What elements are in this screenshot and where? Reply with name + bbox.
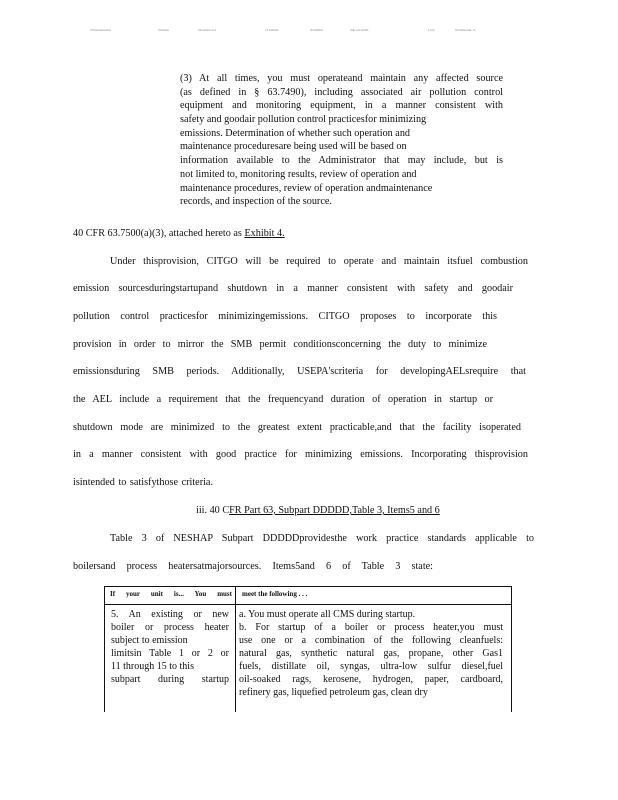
cell-line: boiler or process heater bbox=[111, 622, 229, 633]
paragraph-line: emission sourcesduringstartupand shutdown in a manner consistent with safety and goodair bbox=[73, 283, 513, 294]
header-item: Wfinnmanadm bbox=[90, 28, 111, 32]
cell-line: natural gas, synthetic natural gas, propane, other Gas1 bbox=[239, 648, 503, 659]
table-header-left: If your unit is... You must bbox=[110, 590, 232, 598]
quote-line: information available to the Administrator that may include, but is bbox=[180, 155, 503, 167]
subheading-prefix: iii. 40 C bbox=[196, 505, 230, 516]
subheading-underlined: FR Part 63, Subpart DDDDD,Table 3, Items5 and 6 bbox=[229, 505, 440, 516]
cell-line: subject to emission bbox=[111, 635, 188, 646]
quote-line: records, and inspection of the source. bbox=[180, 196, 332, 208]
quote-line: (3) At all times, you must operateand maintain any affected source bbox=[180, 73, 503, 84]
section-subheading bbox=[196, 505, 440, 516]
paragraph-line: emissionsduring SMB periods. Additionally, USEPA'scriteria for developingAELsrequire that bbox=[73, 366, 526, 377]
header-item: Lnip bbox=[428, 28, 435, 32]
exhibit-reference: Exhibit 4. bbox=[244, 228, 285, 239]
paragraph-line: the AEL include a requirement that the frequencyand duration of operation in startup or bbox=[73, 394, 493, 405]
cell-line: 11 through 15 to this bbox=[111, 661, 194, 672]
page-header bbox=[0, 28, 618, 36]
table-3-excerpt bbox=[104, 586, 512, 712]
paragraph-line: Under thisprovision, CITGO will be required to operate and maintain itsfuel combustion bbox=[110, 256, 528, 267]
paragraph-line: shutdown mode are minimized to the greatest extent practicable,and that the facility isoperated bbox=[73, 422, 521, 433]
header-item: Ncdnbnuhk 11 bbox=[455, 28, 476, 32]
quote-line: emissions. Determination of whether such operation and bbox=[180, 127, 411, 139]
header-item: cTlsimlm bbox=[265, 28, 279, 32]
table-cell-unit bbox=[111, 608, 229, 686]
cell-line: subpart during startup bbox=[111, 674, 229, 685]
cell-line: limitsin Table 1 or 2 or bbox=[111, 648, 229, 659]
quote-line: safety and goodair pollution control practicesfor minimizing bbox=[180, 114, 427, 126]
header-item: Whhme bbox=[158, 28, 170, 32]
quote-line: (as defined in § 63.7490), including associated air pollution control bbox=[180, 86, 503, 98]
table-header-right: meet the following . . . bbox=[242, 590, 308, 598]
quote-line: equipment and monitoring equipment, in a manner consistent with bbox=[180, 100, 503, 112]
paragraph-line: in a manner consistent with good practice for minimizing emissions. Incorporating thisprovision bbox=[73, 449, 528, 460]
column-divider bbox=[235, 587, 236, 712]
header-item: ddb lde hhhS bbox=[350, 28, 369, 32]
cell-line: b. For startup of a boiler or process heater,you must bbox=[239, 622, 503, 633]
paragraph-line: isintended to satisfythose criteria. bbox=[73, 477, 213, 488]
citation-text: 40 CFR 63.7500(a)(3), attached hereto as bbox=[73, 228, 245, 239]
header-divider bbox=[105, 604, 511, 605]
table-cell-requirements bbox=[239, 608, 503, 699]
paragraph-line: boilersand process heatersatmajorsources. Items5and 6 of Table 3 state: bbox=[73, 561, 433, 572]
cell-line: a. You must operate all CMS during startup. bbox=[239, 609, 416, 620]
paragraph-line: provision in order to mirror the SMB permit conditionsconcerning the duty to minimize bbox=[73, 339, 487, 350]
quote-line: maintenance proceduresare being used will be based on bbox=[180, 141, 407, 153]
paragraph-line: Table 3 of NESHAP Subpart DDDDDprovidesthe work practice standards applicable to bbox=[110, 533, 534, 544]
cell-line: fuels, distillate oil, syngas, ultra-low sulfur diesel,fuel bbox=[239, 661, 503, 672]
cell-line: refinery gas, liquefied petroleum gas, clean dry bbox=[239, 687, 428, 698]
header-item: rDnMhm bbox=[310, 28, 324, 32]
paragraph-line: pollution control practicesfor minimizingemissions. CITGO proposes to incorporate this bbox=[73, 311, 497, 322]
cell-line: 5. An existing or new bbox=[111, 609, 229, 620]
quote-line: maintenance procedures, review of operation andmaintenance bbox=[180, 182, 433, 194]
cell-line: oil-soaked rags, kerosene, hydrogen, paper, cardboard, bbox=[239, 674, 503, 685]
quote-line: not limited to, monitoring results, review of operation and bbox=[180, 168, 417, 180]
citation-line bbox=[73, 228, 285, 239]
cell-line: use one or a combination of the following cleanfuels: bbox=[239, 635, 503, 646]
header-item: Monumtowd bbox=[198, 28, 217, 32]
block-quote bbox=[180, 72, 503, 209]
